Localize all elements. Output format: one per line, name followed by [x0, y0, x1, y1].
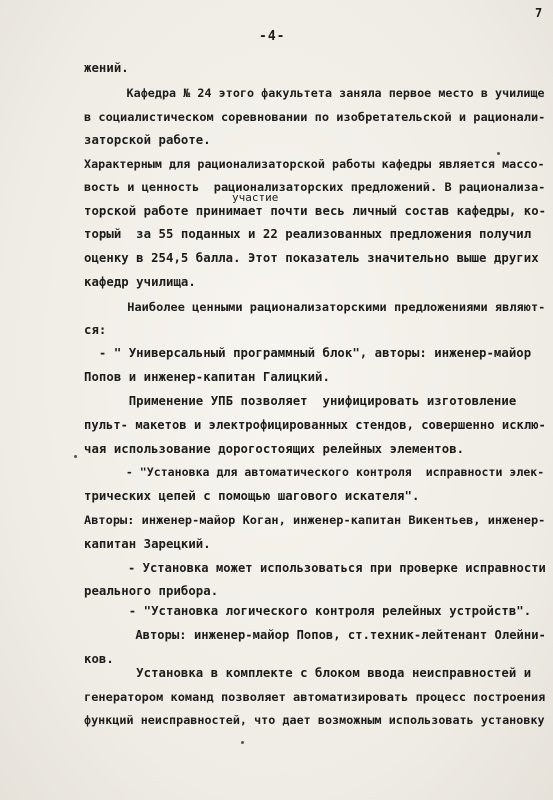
text-line: чая использование дорогостоящих релейных элементов. [84, 442, 465, 456]
text-line: реального прибора. [84, 584, 219, 598]
page-number: -4- [259, 29, 286, 44]
text-line: Наиболее ценными рационализаторскими предложениями являют- [84, 300, 546, 314]
text-line: - Установка может использоваться при проверке исправности [84, 561, 546, 575]
text-line: кафедр училища. [84, 275, 196, 289]
text-line: Авторы: инженер-майор Коган, инженер-капитан Викентьев, инженер- [84, 513, 546, 527]
text-line: капитан Зарецкий. [84, 537, 211, 551]
text-line: ков. [84, 652, 114, 666]
paper-speck [497, 152, 500, 155]
text-line: Попов и инженер-капитан Галицкий. [84, 370, 330, 384]
text-line: пульт- макетов и электрофицированных стендов, совершенно исклю- [84, 418, 546, 432]
text-line: - "Установка для автоматического контроля исправности элек- [84, 465, 545, 479]
paper-speck [241, 741, 244, 744]
text-line: в социалистическом соревновании по изобретательской и рационали- [84, 110, 546, 124]
paper-speck [74, 455, 77, 458]
text-line: оценку в 254,5 балла. Этот показатель значительно выше других [84, 251, 539, 265]
corner-page-mark: 7 [535, 6, 543, 20]
text-line: Характерным для рационализаторской работы кафедры является массо- [84, 157, 545, 171]
text-line: вость и ценность рационализаторских предложений. В рационализа- [84, 180, 546, 194]
text-line: жений. [84, 61, 129, 75]
text-line: функций неисправностей, что дает возможным использовать установку [84, 713, 545, 727]
text-line: - " Универсальный программный блок", авторы: инженер-майор [84, 346, 532, 360]
text-line: Авторы: инженер-майор Попов, ст.техник-лейтенант Олейни- [84, 628, 546, 642]
text-line: ся: [84, 323, 107, 337]
text-line: - "Установка логического контроля релейных устройств". [84, 604, 532, 618]
text-line: торый за 55 поданных и 22 реализованных предложения получил [84, 227, 532, 241]
text-line: заторской работе. [84, 133, 211, 147]
text-line: Применение УПБ позволяет унифицировать изготовление [84, 394, 517, 408]
text-line: Установка в комплекте с блоком ввода неисправностей и [84, 666, 532, 680]
text-line: Кафедра № 24 этого факультета заняла первое место в училище [84, 86, 545, 100]
text-line: трических цепей с помощью шагового искателя". [84, 489, 420, 503]
text-line: генератором команд позволяет автоматизировать процесс построения [84, 690, 546, 704]
handwritten-insert: участие [232, 191, 279, 204]
text-line: торской работе принимает почти весь личный состав кафедры, ко- [84, 204, 547, 218]
